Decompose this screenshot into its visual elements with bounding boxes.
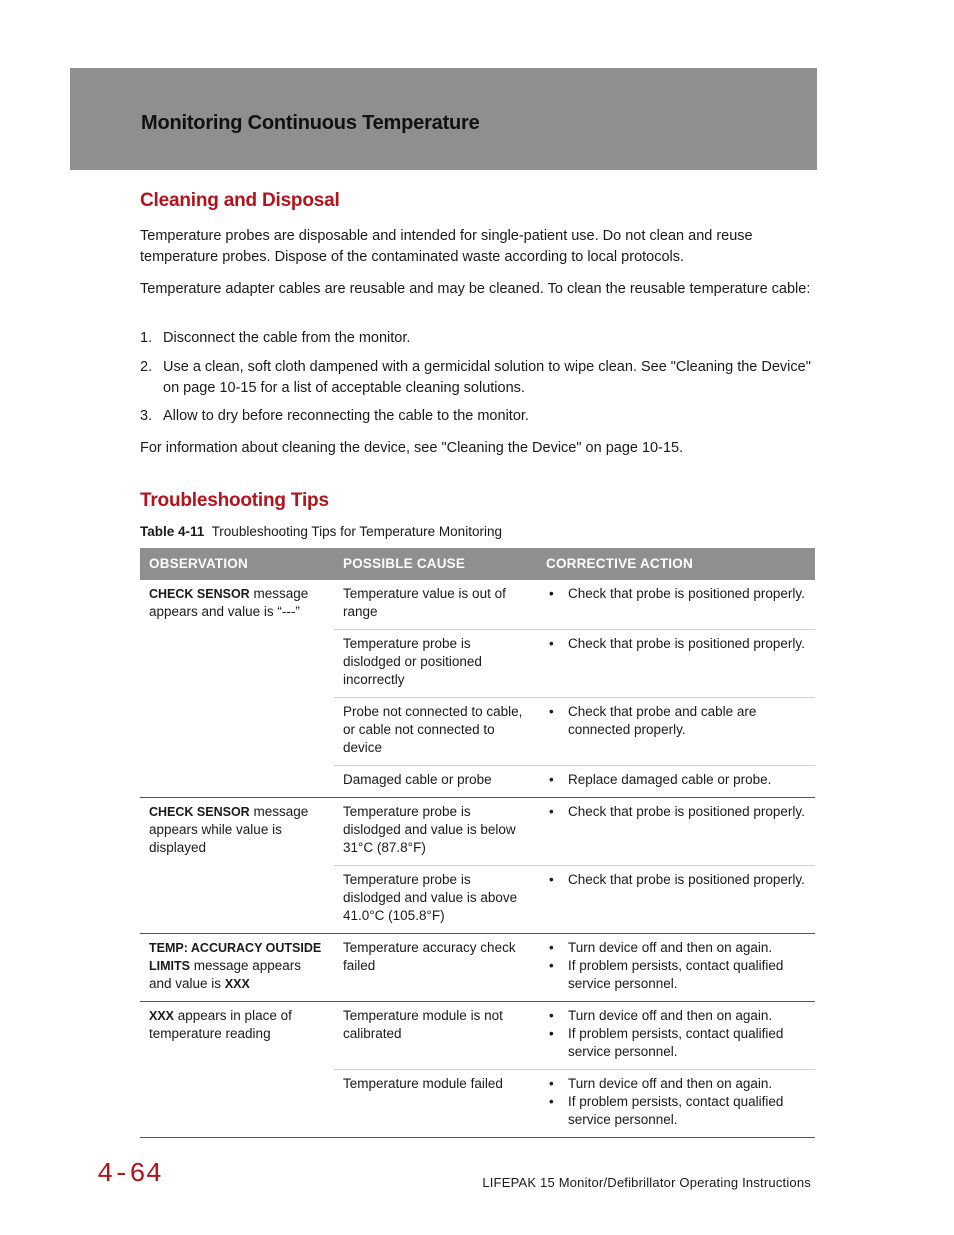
observation-keyword: CHECK SENSOR: [149, 587, 250, 601]
observation-text: message appears while value is displayed: [149, 804, 309, 855]
observation-keyword: XXX: [224, 977, 250, 991]
observation-text: appears in place of temperature reading: [149, 1008, 292, 1041]
table-caption-text: Troubleshooting Tips for Temperature Monitoring: [211, 524, 502, 539]
action-item: • Check that probe is positioned properly.: [546, 803, 806, 821]
observation-text: message appears and value is “---”: [149, 586, 309, 619]
cleaning-paragraph-2: Temperature adapter cables are reusable and may be cleaned. To clean the reusable temperature cable:: [140, 281, 811, 297]
table-row: [140, 934, 815, 1002]
step-text: Disconnect the cable from the monitor.: [163, 330, 411, 346]
step-number: 1.: [140, 330, 153, 346]
observation-keyword: CHECK SENSOR: [149, 805, 250, 819]
action-item: • Check that probe is positioned properly.: [546, 871, 806, 889]
cleaning-step: [140, 328, 820, 349]
cleaning-step: [140, 357, 820, 399]
cause-cell: Temperature probe is dislodged or positioned incorrectly: [334, 630, 537, 698]
action-cell: [537, 866, 815, 934]
action-item: • Replace damaged cable or probe.: [546, 771, 806, 789]
table-header-row: [140, 548, 815, 580]
action-item: • If problem persists, contact qualified service personnel.: [546, 1025, 806, 1061]
observation-keyword: XXX: [149, 1009, 175, 1023]
cause-cell: Temperature accuracy check failed: [334, 934, 537, 1002]
cause-cell: Temperature probe is dislodged and value is below 31°C (87.8°F): [334, 798, 537, 866]
page-number: 4-64: [97, 1160, 162, 1190]
cause-cell: Temperature module failed: [334, 1070, 537, 1138]
cause-cell: Temperature probe is dislodged and value is above 41.0°C (105.8°F): [334, 866, 537, 934]
troubleshooting-table: [140, 548, 815, 1138]
action-cell: [537, 580, 815, 630]
action-cell: [537, 1070, 815, 1138]
page-title: Monitoring Continuous Temperature: [141, 112, 480, 134]
step-text: Allow to dry before reconnecting the cable to the monitor.: [163, 408, 529, 424]
observation-cell: [140, 580, 334, 798]
action-item: • Check that probe is positioned properly.: [546, 585, 806, 603]
action-item: • Turn device off and then on again.: [546, 1007, 806, 1025]
column-header-corrective-action: CORRECTIVE ACTION: [537, 548, 815, 580]
table-row: [140, 580, 815, 630]
action-item: • Turn device off and then on again.: [546, 1075, 806, 1093]
cause-cell: Probe not connected to cable, or cable not connected to device: [334, 698, 537, 766]
footer-document-title: LIFEPAK 15 Monitor/Defibrillator Operating Instructions: [482, 1175, 811, 1190]
step-number: 2.: [140, 359, 153, 375]
table-caption: [140, 524, 502, 539]
action-item: • Check that probe is positioned properly.: [546, 635, 806, 653]
observation-cell: [140, 934, 334, 1002]
step-text: Use a clean, soft cloth dampened with a germicidal solution to wipe clean. See "Cleaning the Device" on page 10-15 for a list of acceptable cleaning solutions.: [163, 359, 811, 396]
observation-cell: [140, 1002, 334, 1138]
observation-keyword: TEMP: ACCURACY OUTSIDE LIMITS: [149, 941, 322, 973]
cleaning-paragraph-1: Temperature probes are disposable and intended for single-patient use. Do not clean and reuse temperature probes. Dispose of the contaminated waste according to local protocols.: [140, 228, 753, 265]
observation-text: message appears and value is: [149, 958, 302, 991]
cause-cell: Temperature module is not calibrated: [334, 1002, 537, 1070]
cleaning-step: [140, 406, 820, 427]
observation-cell: [140, 798, 334, 934]
action-cell: [537, 1002, 815, 1070]
action-cell: [537, 698, 815, 766]
action-cell: [537, 934, 815, 1002]
cleaning-heading: Cleaning and Disposal: [140, 190, 340, 211]
column-header-observation: OBSERVATION: [140, 548, 334, 580]
cleaning-paragraph-3: For information about cleaning the device, see "Cleaning the Device" on page 10-15.: [140, 440, 684, 456]
step-number: 3.: [140, 408, 153, 424]
action-item: • If problem persists, contact qualified service personnel.: [546, 1093, 806, 1129]
action-cell: [537, 766, 815, 798]
action-cell: [537, 798, 815, 866]
troubleshooting-heading: Troubleshooting Tips: [140, 490, 329, 511]
cause-cell: Temperature value is out of range: [343, 586, 506, 619]
column-header-possible-cause: POSSIBLE CAUSE: [334, 548, 537, 580]
table-row: [140, 798, 815, 866]
action-cell: [537, 630, 815, 698]
action-item: • If problem persists, contact qualified service personnel.: [546, 957, 806, 993]
cause-cell: Damaged cable or probe: [334, 766, 537, 798]
action-item: • Check that probe and cable are connected properly.: [546, 703, 806, 739]
action-item: • Turn device off and then on again.: [546, 939, 806, 957]
table-caption-label: Table 4-11: [140, 524, 205, 539]
table-row: [140, 1002, 815, 1070]
